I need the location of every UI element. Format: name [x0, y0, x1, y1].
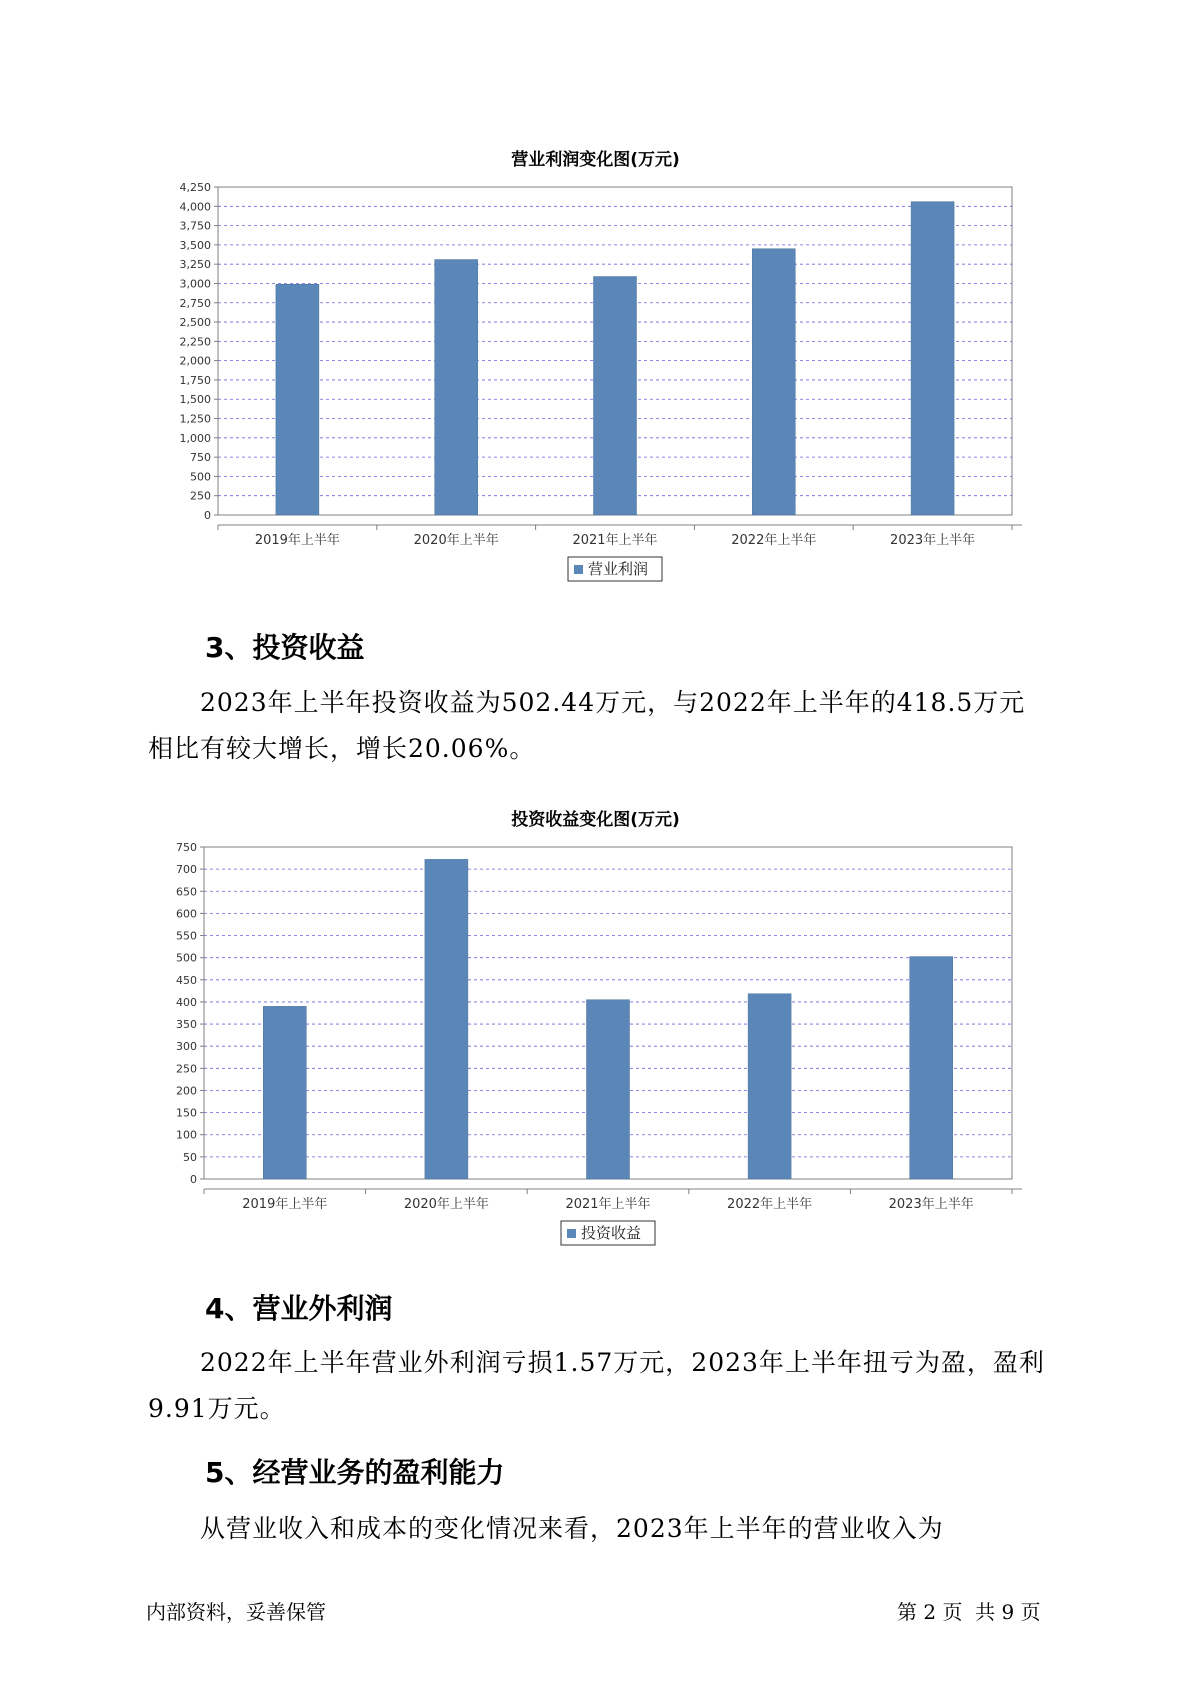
- bar: [911, 202, 954, 515]
- x-tick-label: 2021年上半年: [572, 533, 658, 548]
- y-tick-label: 300: [176, 1040, 197, 1054]
- x-tick-label: 2023年上半年: [888, 1197, 974, 1212]
- investment-income-chart: [0, 830, 1191, 1250]
- y-tick-label: 1,500: [179, 393, 211, 407]
- legend-label: 投资收益: [581, 1224, 642, 1242]
- chart1-title: 营业利润变化图(万元): [511, 150, 680, 170]
- section3-paragraph: 2023年上半年投资收益为502.44万元，与2022年上半年的418.5万元相比有较大增长，增长20.06%。: [148, 688, 1026, 763]
- y-tick-label: 1,750: [179, 373, 211, 387]
- bar: [425, 859, 468, 1179]
- x-tick-label: 2020年上半年: [413, 533, 499, 548]
- y-tick-label: 2,750: [179, 296, 211, 310]
- y-tick-label: 0: [204, 509, 211, 522]
- chart-legend: [561, 1221, 655, 1245]
- y-tick-label: 0: [190, 1173, 197, 1186]
- y-tick-label: 2,000: [179, 354, 211, 368]
- y-tick-label: 500: [190, 470, 211, 484]
- bar: [594, 277, 637, 515]
- operating-profit-chart: [0, 170, 1191, 590]
- y-tick-label: 3,750: [179, 219, 211, 233]
- y-tick-label: 350: [176, 1018, 197, 1032]
- section3-heading: 3、投资收益: [205, 631, 365, 664]
- x-tick-label: 2019年上半年: [254, 533, 340, 548]
- x-tick-label: 2021年上半年: [565, 1197, 651, 1212]
- bar: [752, 249, 795, 515]
- y-tick-label: 450: [176, 973, 197, 987]
- bar: [276, 284, 319, 515]
- y-tick-label: 700: [176, 863, 197, 877]
- y-tick-label: 250: [190, 489, 211, 503]
- y-tick-label: 550: [176, 929, 197, 943]
- section5-heading: 5、经营业务的盈利能力: [205, 1456, 505, 1489]
- footer-confidential: 内部资料，妥善保管: [146, 1600, 326, 1624]
- x-tick-label: 2022年上半年: [731, 533, 817, 548]
- y-tick-label: 4,000: [179, 200, 211, 214]
- chart-legend: [568, 557, 662, 581]
- chart2-title: 投资收益变化图(万元): [511, 810, 680, 830]
- y-tick-label: 2,250: [179, 335, 211, 349]
- x-tick-label: 2020年上半年: [403, 1197, 489, 1212]
- section5-paragraph: 从营业收入和成本的变化情况来看，2023年上半年的营业收入为: [200, 1514, 944, 1543]
- y-tick-label: 1,250: [179, 412, 211, 426]
- y-tick-label: 200: [176, 1084, 197, 1098]
- legend-label: 营业利润: [588, 560, 649, 578]
- bar: [748, 994, 791, 1179]
- y-tick-label: 400: [176, 995, 197, 1009]
- y-tick-label: 100: [176, 1128, 197, 1142]
- y-tick-label: 150: [176, 1106, 197, 1120]
- y-tick-label: 3,250: [179, 258, 211, 272]
- y-tick-label: 2,500: [179, 316, 211, 330]
- y-tick-label: 3,000: [179, 277, 211, 291]
- legend-swatch: [567, 1229, 576, 1238]
- y-tick-label: 650: [176, 885, 197, 899]
- bar: [587, 1000, 630, 1179]
- x-tick-label: 2019年上半年: [242, 1197, 328, 1212]
- y-tick-label: 4,250: [179, 181, 211, 194]
- section4-paragraph: 2022年上半年营业外利润亏损1.57万元，2023年上半年扭亏为盈，盈利9.91万元。: [148, 1348, 1045, 1423]
- bar: [910, 957, 953, 1179]
- footer-page-number: 第 2 页 共 9 页: [897, 1600, 1041, 1624]
- y-tick-label: 600: [176, 907, 197, 921]
- y-tick-label: 750: [176, 841, 197, 854]
- y-tick-label: 1,000: [179, 431, 211, 445]
- y-tick-label: 3,500: [179, 238, 211, 252]
- y-tick-label: 500: [176, 951, 197, 965]
- bar: [435, 260, 478, 515]
- y-tick-label: 50: [183, 1150, 197, 1164]
- bar: [263, 1006, 306, 1179]
- x-tick-label: 2022年上半年: [727, 1197, 813, 1212]
- section4-heading: 4、营业外利润: [205, 1292, 393, 1325]
- legend-swatch: [574, 565, 583, 574]
- y-tick-label: 250: [176, 1062, 197, 1076]
- y-tick-label: 750: [190, 451, 211, 465]
- x-tick-label: 2023年上半年: [890, 533, 976, 548]
